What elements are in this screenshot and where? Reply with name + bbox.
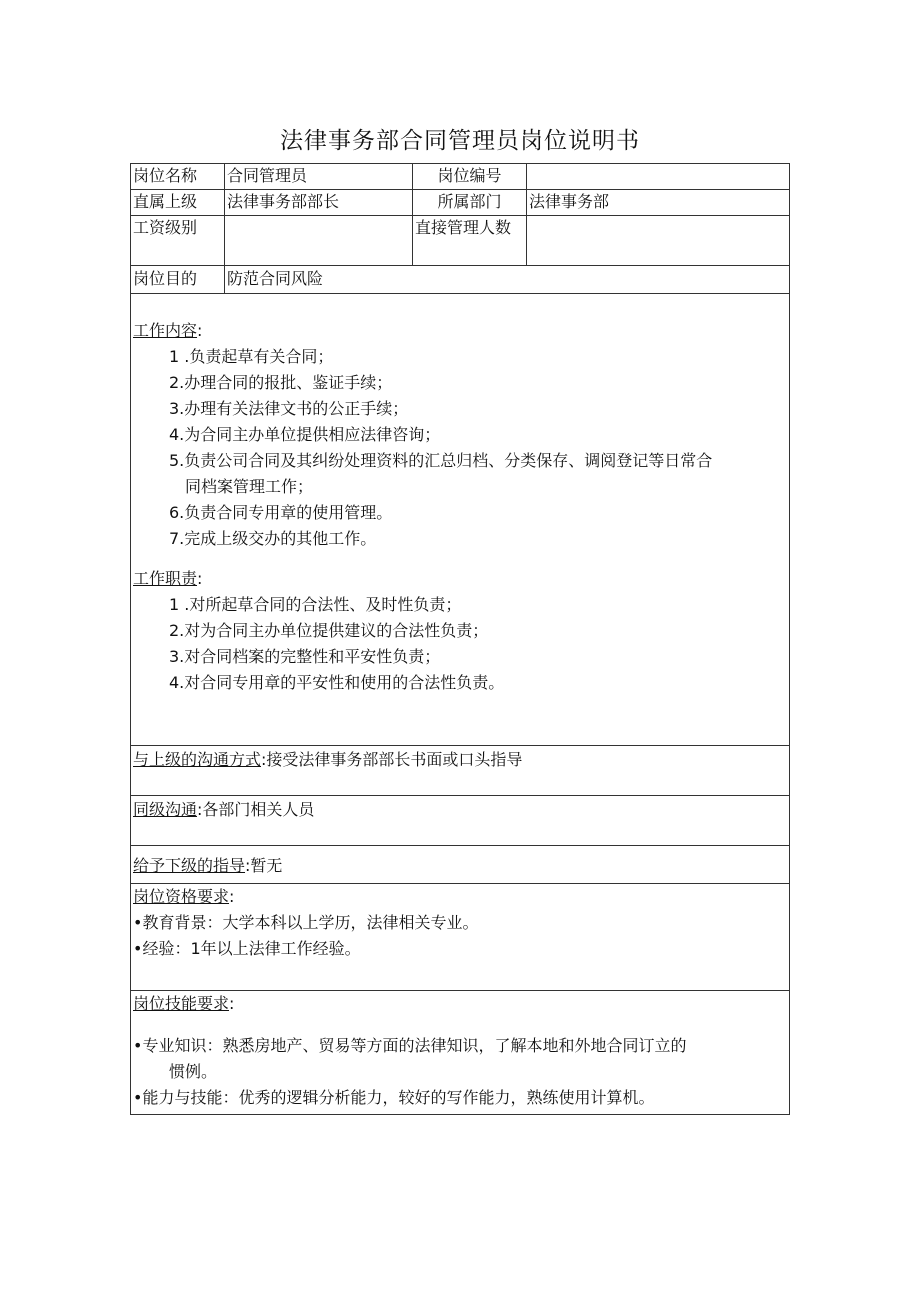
skills bbox=[131, 991, 790, 1115]
post-code-value bbox=[527, 164, 790, 190]
salary-label: 工资级别 bbox=[131, 216, 225, 266]
work-item-5-cont: 同档案管理工作； bbox=[185, 477, 314, 496]
work-item-2: 2.办理合同的报批、鉴证手续； bbox=[169, 373, 393, 392]
row-comm-superior bbox=[131, 746, 790, 796]
page-title: 法律事务部合同管理员岗位说明书 bbox=[280, 128, 640, 154]
dept-value: 法律事务部 bbox=[527, 190, 790, 216]
qualification-education: •教育背景：大学本科以上学历，法律相关专业。 bbox=[133, 913, 479, 932]
post-code-label: 岗位编号 bbox=[413, 164, 527, 190]
row-skills bbox=[131, 991, 790, 1115]
row-qualifications bbox=[131, 884, 790, 991]
qualifications-heading: 岗位资格要求: bbox=[133, 887, 235, 906]
work-section bbox=[131, 294, 790, 746]
row-post-name bbox=[131, 164, 790, 190]
row-work-content bbox=[131, 294, 790, 746]
work-item-4: 4.为合同主办单位提供相应法律咨询； bbox=[169, 425, 441, 444]
subordinates-label: 直接管理人数 bbox=[413, 216, 527, 266]
post-name-label: 岗位名称 bbox=[131, 164, 225, 190]
duty-item-3: 3.对合同档案的完整性和平安性负责； bbox=[169, 647, 441, 666]
superior-label: 直属上级 bbox=[131, 190, 225, 216]
qualification-experience: •经验：1年以上法律工作经验。 bbox=[133, 939, 361, 958]
comm-superior: 与上级的沟通方式:接受法律事务部部长书面或口头指导 bbox=[131, 746, 790, 796]
qualifications bbox=[131, 884, 790, 991]
comm-peer: 同级沟通:各部门相关人员 bbox=[131, 796, 790, 846]
row-purpose bbox=[131, 266, 790, 294]
work-content-heading: 工作内容: bbox=[133, 321, 203, 340]
skill-ability: •能力与技能：优秀的逻辑分析能力，较好的写作能力，熟练使用计算机。 bbox=[133, 1088, 655, 1107]
row-guide-sub bbox=[131, 846, 790, 884]
superior-value: 法律事务部部长 bbox=[225, 190, 413, 216]
work-item-5: 5.负责公司合同及其纠纷处理资料的汇总归档、分类保存、调阅登记等日常合 bbox=[169, 451, 713, 470]
guide-sub: 给予下级的指导:暂无 bbox=[131, 846, 790, 884]
salary-value bbox=[225, 216, 413, 266]
duty-item-1: 1 .对所起草合同的合法性、及时性负责； bbox=[169, 595, 462, 614]
purpose-label: 岗位目的 bbox=[131, 266, 225, 294]
work-item-7: 7.完成上级交办的其他工作。 bbox=[169, 529, 377, 548]
dept-label: 所属部门 bbox=[413, 190, 527, 216]
post-name-value: 合同管理员 bbox=[225, 164, 413, 190]
purpose-value: 防范合同风险 bbox=[225, 266, 790, 294]
duties-heading: 工作职责: bbox=[133, 569, 203, 588]
work-item-3: 3.办理有关法律文书的公正手续； bbox=[169, 399, 409, 418]
job-description-table bbox=[130, 163, 790, 1115]
skills-heading: 岗位技能要求: bbox=[133, 994, 235, 1013]
row-salary bbox=[131, 216, 790, 266]
skill-knowledge: •专业知识：熟悉房地产、贸易等方面的法律知识，了解本地和外地合同订立的 bbox=[133, 1036, 687, 1055]
subordinates-value bbox=[527, 216, 790, 266]
row-superior bbox=[131, 190, 790, 216]
duty-item-4: 4.对合同专用章的平安性和使用的合法性负责。 bbox=[169, 673, 505, 692]
work-item-1: 1 .负责起草有关合同； bbox=[169, 347, 334, 366]
duty-item-2: 2.对为合同主办单位提供建议的合法性负责； bbox=[169, 621, 489, 640]
skill-knowledge-cont: 惯例。 bbox=[169, 1062, 218, 1081]
row-comm-peer bbox=[131, 796, 790, 846]
work-item-6: 6.负责合同专用章的使用管理。 bbox=[169, 503, 393, 522]
